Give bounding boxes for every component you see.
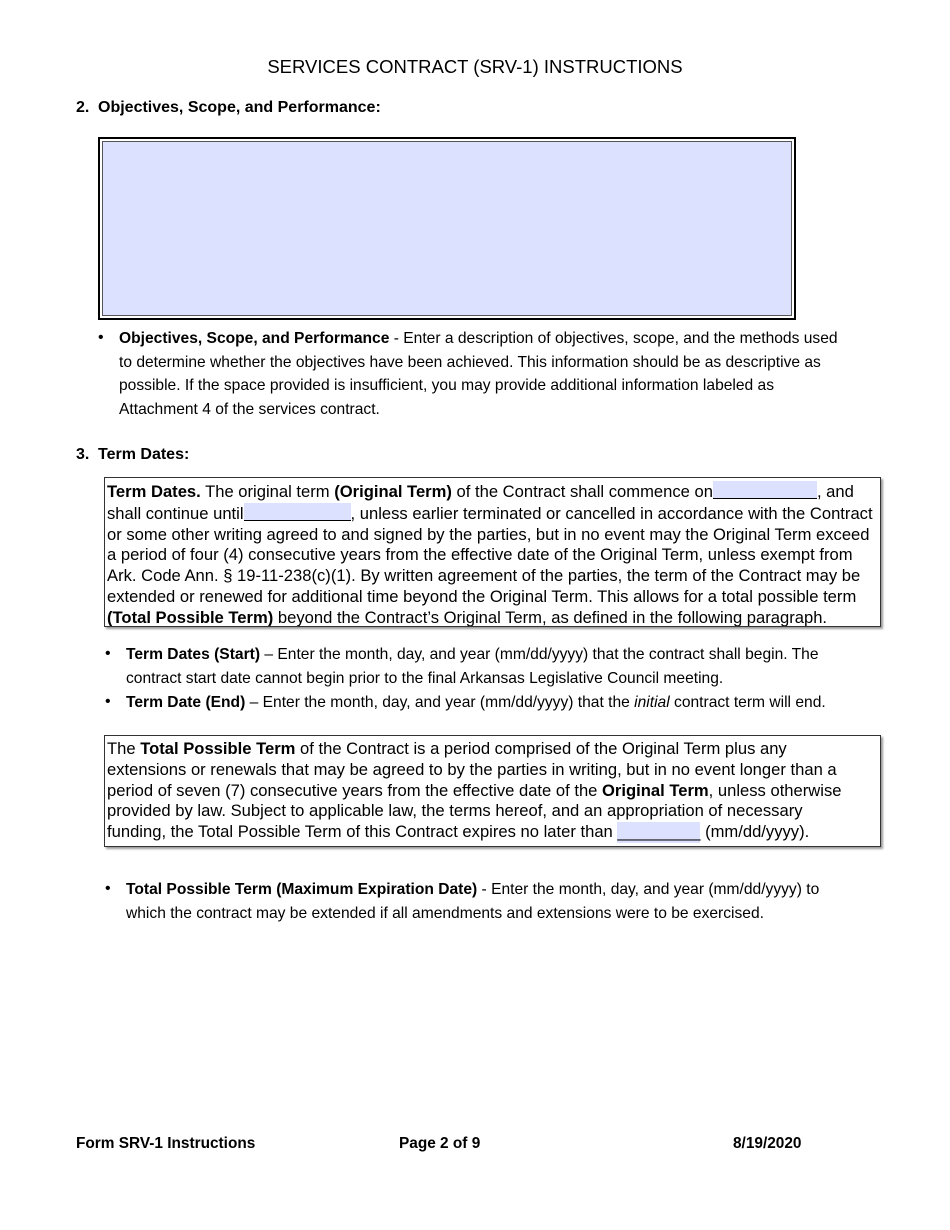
objectives-bullet — [119, 327, 909, 421]
excerpt-text: of the Contract is a period comprised of the Original Term plus any — [295, 739, 787, 758]
bullet-icon: • — [105, 693, 111, 710]
term-start-text: contract start date cannot begin prior to the final Arkansas Legislative Council meeting. — [126, 669, 724, 687]
end-date-blank-field[interactable] — [244, 503, 351, 521]
total-term-excerpt-box — [104, 735, 881, 847]
excerpt-text: , unless earlier terminated or cancelled in accordance with the Contract — [350, 503, 873, 523]
footer-date: 8/19/2020 — [733, 1135, 802, 1152]
original-term-label: (Original Term) — [334, 482, 452, 501]
footer-form-name: Form SRV-1 Instructions — [76, 1135, 256, 1152]
footer-page-number: Page 2 of 9 — [399, 1135, 481, 1152]
excerpt-text: provided by law. Subject to applicable law, the terms hereof, and an appropriation of necessary — [107, 801, 803, 821]
term-dates-label: Term Dates. — [107, 482, 201, 501]
term-end-label: Term Date (End) — [126, 694, 246, 711]
excerpt-text: period of seven (7) consecutive years from the effective date of the — [107, 780, 603, 800]
total-possible-term-label: (Total Possible Term) — [107, 607, 274, 627]
excerpt-text: The original term — [200, 482, 335, 501]
objectives-text-field-input[interactable] — [102, 141, 792, 316]
objectives-bullet-text: - Enter a description of objectives, scope, and the methods used — [389, 330, 838, 347]
total-term-bullet — [126, 878, 916, 925]
excerpt-text: The — [107, 739, 141, 758]
max-expiration-date-field[interactable]: _________ — [617, 822, 701, 842]
total-term-text: which the contract may be extended if all amendments and extensions were to be exercised. — [126, 904, 764, 922]
excerpt-text: , and — [816, 482, 854, 501]
excerpt-text: of the Contract shall commence on — [451, 482, 713, 501]
objectives-bullet-text: to determine whether the objectives have been achieved. This information should be as descriptive as — [119, 353, 821, 371]
excerpt-text: a period of four (4) consecutive years from the effective date of the Original Term, unless exempt from — [107, 545, 853, 565]
section-3-heading: Term Dates: — [98, 446, 190, 463]
bullet-icon: • — [105, 880, 111, 897]
objectives-text-field[interactable] — [98, 137, 796, 320]
excerpt-text: (mm/dd/yyyy). — [700, 822, 810, 842]
section-3-number: 3. — [76, 446, 90, 463]
bullet-icon: • — [105, 645, 111, 662]
excerpt-text: extended or renewed for additional time beyond the Original Term. This allows for a total possible term — [107, 586, 857, 606]
excerpt-text: or some other writing agreed to and signed by the parties, but in no event may the Original Term exceed — [107, 524, 870, 544]
objectives-bullet-text: possible. If the space provided is insufficient, you may provide additional information labeled as — [119, 377, 775, 394]
term-end-italic: initial — [634, 694, 670, 711]
excerpt-text: extensions or renewals that may be agreed to by the parties in writing, but in no event longer than a — [107, 759, 837, 779]
bullet-icon: • — [98, 329, 104, 346]
excerpt-text: Ark. Code Ann. § 19-11-238(c)(1). By written agreement of the parties, the term of the Contract may be — [107, 566, 861, 586]
original-term-label: Original Term — [602, 780, 709, 800]
term-start-bullet — [126, 643, 916, 690]
term-start-text: – Enter the month, day, and year (mm/dd/yyyy) that the contract shall begin. The — [260, 646, 819, 663]
section-2-heading: Objectives, Scope, and Performance: — [98, 99, 381, 116]
section-2-number: 2. — [76, 99, 90, 116]
page-title: SERVICES CONTRACT (SRV-1) INSTRUCTIONS — [267, 56, 683, 77]
term-start-label: Term Dates (Start) — [126, 646, 261, 663]
term-end-bullet — [126, 691, 916, 715]
excerpt-text: funding, the Total Possible Term of this Contract expires no later than — [107, 822, 618, 842]
term-dates-excerpt-box — [104, 477, 881, 627]
objectives-bullet-label: Objectives, Scope, and Performance — [119, 330, 390, 347]
excerpt-text: beyond the Contract’s Original Term, as defined in the following paragraph. — [273, 607, 828, 627]
excerpt-text: shall continue until — [107, 503, 244, 523]
term-end-text: – Enter the month, day, and year (mm/dd/yyyy) that the — [245, 694, 635, 711]
excerpt-text: , unless otherwise — [708, 780, 842, 800]
term-end-text: contract term will end. — [669, 694, 826, 711]
start-date-blank-field[interactable] — [713, 481, 817, 499]
total-term-label: Total Possible Term (Maximum Expiration Date) — [126, 881, 478, 898]
total-term-text: - Enter the month, day, and year (mm/dd/yyyy) to — [477, 881, 820, 898]
total-possible-term-label: Total Possible Term — [140, 739, 296, 758]
objectives-bullet-text: Attachment 4 of the services contract. — [119, 400, 380, 418]
